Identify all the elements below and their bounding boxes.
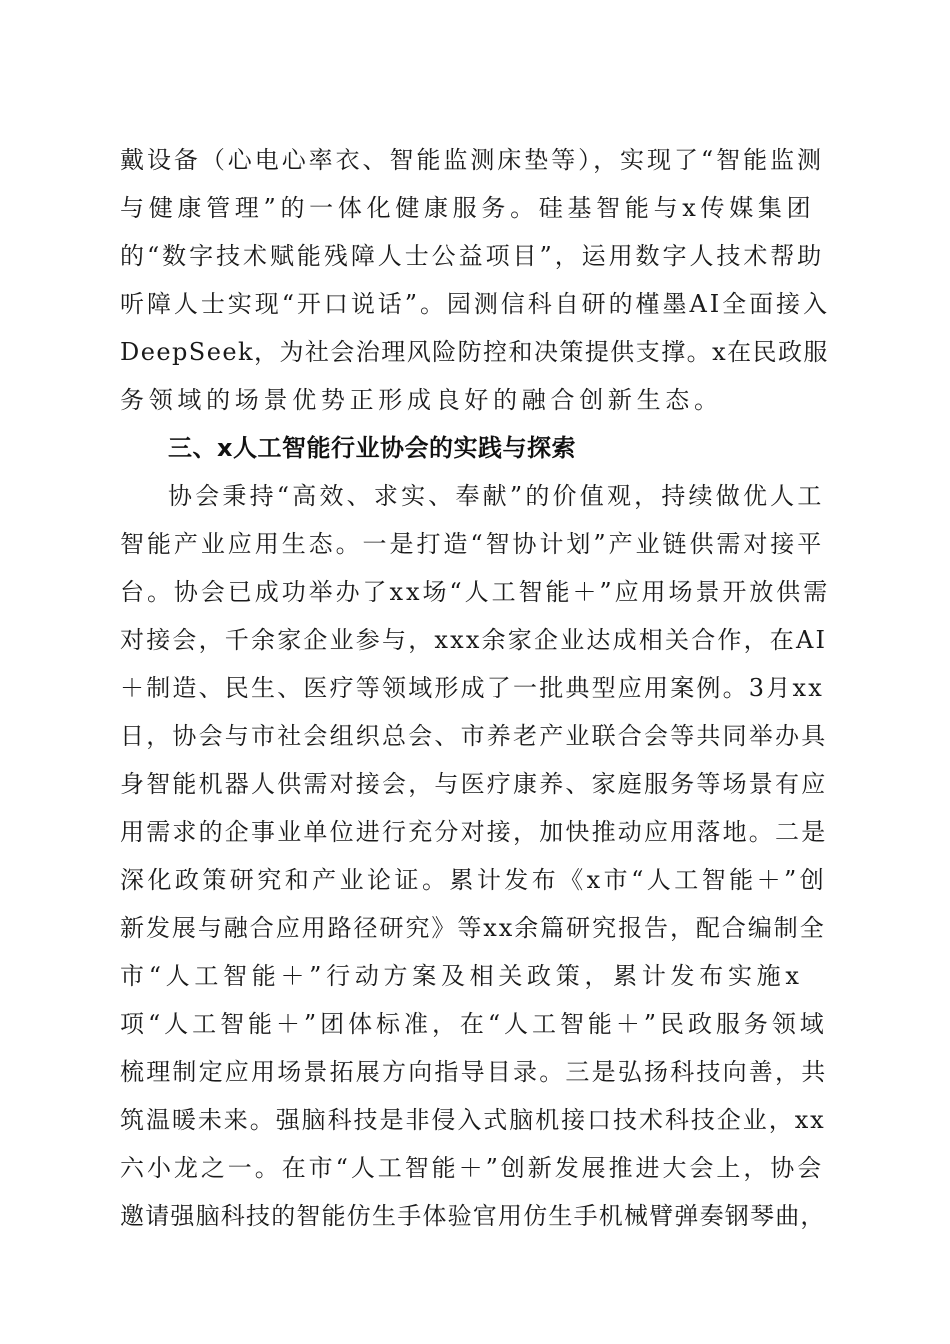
paragraph-line: 协会秉持“高效、求实、奉献”的价值观，持续做优人工 — [168, 482, 825, 510]
paragraph-line: 听障人士实现“开口说话”。园测信科自研的槿墨AI全面接入 — [120, 290, 830, 318]
paragraph-line: 六小龙之一。在市“人工智能＋”创新发展推进大会上，协会 — [120, 1154, 825, 1182]
paragraph-line: 戴设备（心电心率衣、智能监测床垫等），实现了“智能监测 — [120, 146, 824, 174]
paragraph-line: 对接会，千余家企业参与，xxx余家企业达成相关合作，在AI — [120, 626, 828, 654]
paragraph-line: 台。协会已成功举办了xx场“人工智能＋”应用场景开放供需 — [120, 578, 831, 606]
paragraph-line: 务领域的场景优势正形成良好的融合创新生态。 — [120, 386, 723, 414]
paragraph-line: 深化政策研究和产业论证。累计发布《x市“人工智能＋”创 — [120, 866, 828, 894]
paragraph-line: 身智能机器人供需对接会，与医疗康养、家庭服务等场景有应 — [120, 770, 828, 798]
paragraph-line: 梳理制定应用场景拓展方向指导目录。三是弘扬科技向善，共 — [120, 1058, 828, 1086]
paragraph-line: 筑温暖未来。强脑科技是非侵入式脑机接口技术科技企业，xx — [120, 1106, 826, 1134]
section-heading: 三、x人工智能行业协会的实践与探索 — [168, 434, 576, 462]
paragraph-line: 与健康管理”的一体化健康服务。硅基智能与x传媒集团 — [120, 194, 816, 222]
paragraph-line: 新发展与融合应用路径研究》等xx余篇研究报告，配合编制全 — [120, 914, 826, 942]
paragraph-line: 市“人工智能＋”行动方案及相关政策，累计发布实施x — [120, 962, 804, 990]
paragraph-line: 项“人工智能＋”团体标准，在“人工智能＋”民政服务领域 — [120, 1010, 828, 1038]
paragraph-line: 日，协会与市社会组织总会、市养老产业联合会等共同举办具 — [120, 722, 828, 750]
paragraph-line: 智能产业应用生态。一是打造“智协计划”产业链供需对接平 — [120, 530, 825, 558]
paragraph-line: ＋制造、民生、医疗等领域形成了一批典型应用案例。3月xx — [120, 674, 824, 702]
paragraph-line: 的“数字技术赋能残障人士公益项目”，运用数字人技术帮助 — [120, 242, 825, 270]
paragraph-line: 用需求的企事业单位进行充分对接，加快推动应用落地。二是 — [120, 818, 828, 846]
paragraph-line: 邀请强脑科技的智能仿生手体验官用仿生手机械臂弹奏钢琴曲， — [120, 1202, 826, 1230]
paragraph-line: DeepSeek，为社会治理风险防控和决策提供支撑。x在民政服 — [120, 338, 829, 366]
